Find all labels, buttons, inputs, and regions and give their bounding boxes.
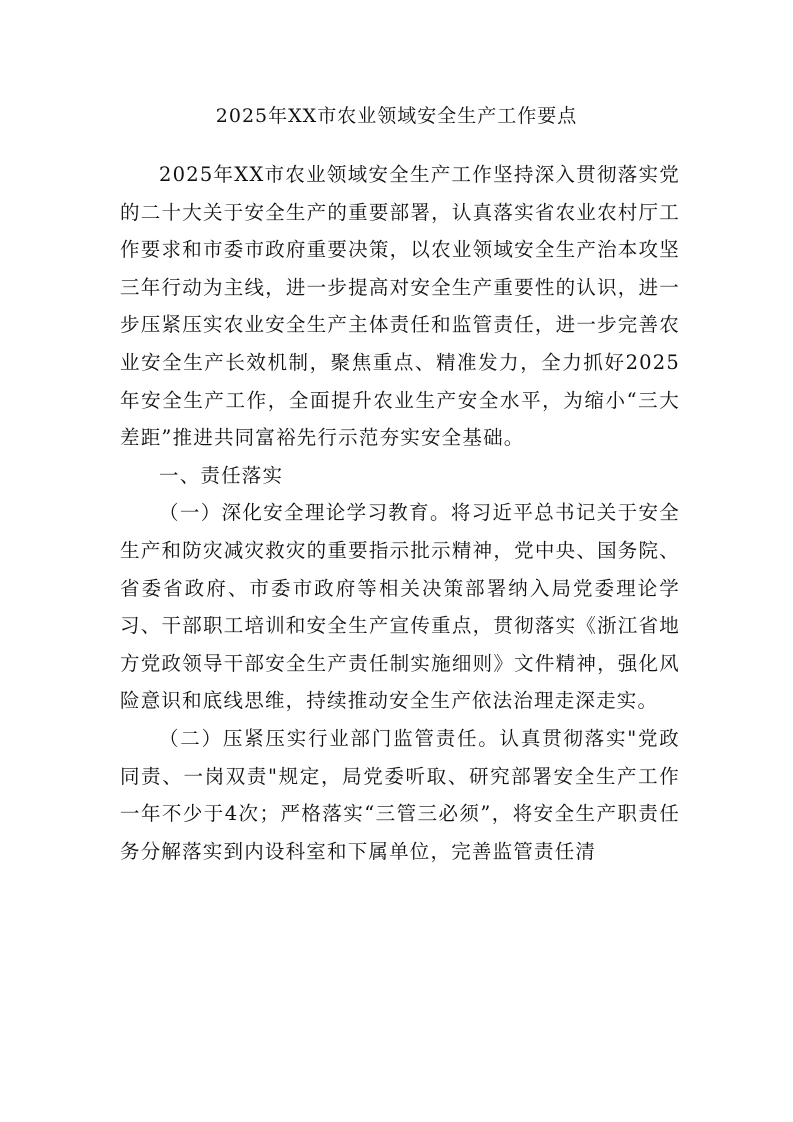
item-paragraph-1: （一）深化安全理论学习教育。将习近平总书记关于安全生产和防灾减灾救灾的重要指示批示精神，党中央、国务院、省委省政府、市委市政府等相关决策部署纳入局党委理论学习、干部职工培训和安全生产宣传重点，贯彻落实《浙江省地方党政领导干部安全生产责任制实施细则》文件精神，强化风险意识和底线思维，持续推动安全生产依法治理走深走实。 (120, 501, 680, 713)
item-paragraph-2: （二）压紧压实行业部门监管责任。认真贯彻落实"党政同责、一岗双责"规定，局党委听取、研究部署安全生产工作一年不少于4次；严格落实“三管三必须”，将安全生产职责任务分解落实到内设科室和下属单位，完善监管责任清 (120, 726, 680, 863)
intro-paragraph: 2025年XX市农业领域安全生产工作坚持深入贯彻落实党的二十大关于安全生产的重要部署，认真落实省农业农村厅工作要求和市委市政府重要决策，以农业领域安全生产治本攻坚三年行动为主线，进一步提高对安全生产重要性的认识，进一步压紧压实农业安全生产主体责任和监管责任，进一步完善农业安全生产长效机制，聚焦重点、精准发力，全力抓好2025年安全生产工作，全面提升农业生产安全水平，为缩小“三大差距”推进共同富裕先行示范夯实安全基础。 (120, 163, 680, 450)
document-title: 2025年XX市农业领域安全生产工作要点 (215, 105, 578, 127)
document-body (120, 156, 680, 870)
section-heading-responsibility: 一、责任落实 (159, 463, 284, 487)
